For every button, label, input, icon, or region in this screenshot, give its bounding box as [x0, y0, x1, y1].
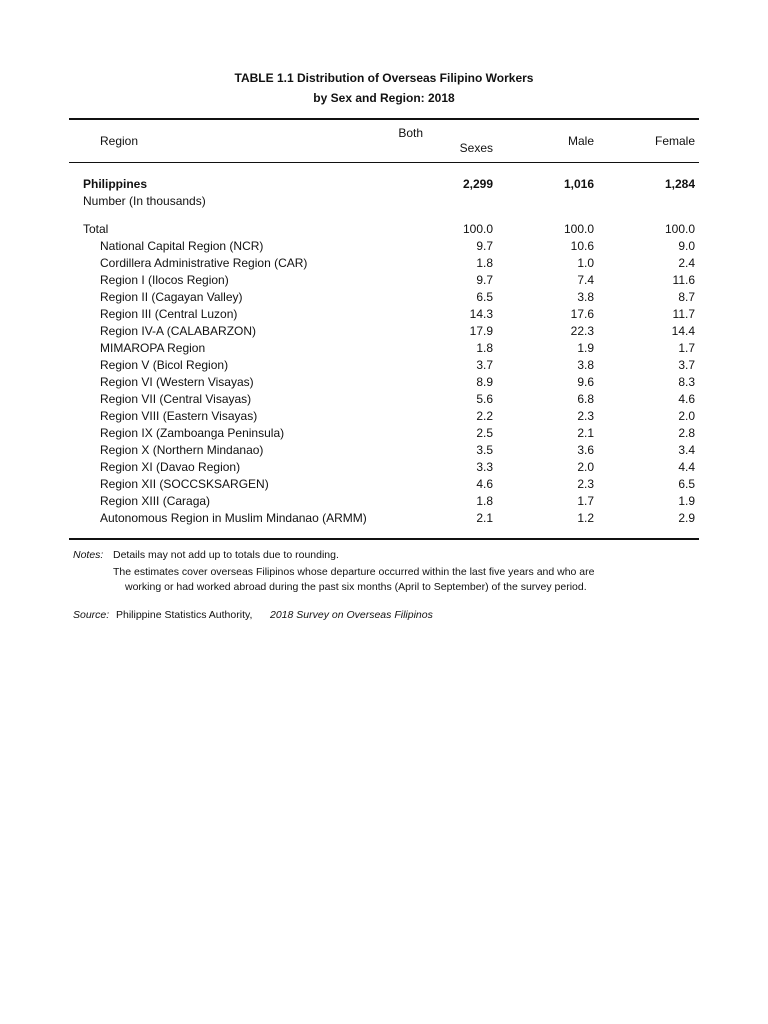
notes-label: Notes:	[73, 549, 104, 561]
table-row-female: 8.3	[678, 375, 695, 389]
table-row-both: 1.8	[476, 256, 493, 270]
table-row-both: 17.9	[469, 324, 493, 338]
table-row-male: 22.3	[570, 324, 594, 338]
table-row-male: 3.8	[577, 358, 594, 372]
table-row-female: 8.7	[678, 290, 695, 304]
table-row-female: 1.9	[678, 494, 695, 508]
table-row-female: 6.5	[678, 477, 695, 491]
table-row-region: Region VIII (Eastern Visayas)	[100, 409, 258, 423]
table-row-male: 9.6	[577, 375, 594, 389]
table-row-male: 1.9	[577, 341, 594, 355]
top-rule	[69, 118, 699, 120]
header-male: Male	[567, 134, 594, 148]
table-row-male: 1.0	[577, 256, 594, 270]
table-row-male: 2.3	[577, 409, 594, 423]
notes-line1: Details may not add up to totals due to rounding.	[113, 549, 339, 561]
table-row-region: MIMAROPA Region	[100, 341, 206, 355]
table-row-male: 10.6	[570, 239, 594, 253]
table-row-female: 2.0	[678, 409, 695, 423]
table-row-region: Region VI (Western Visayas)	[100, 375, 254, 389]
table-row-region: Region VII (Central Visayas)	[100, 392, 252, 406]
table-row-both: 14.3	[469, 307, 493, 321]
table-row-both: 9.7	[476, 239, 493, 253]
philippines-both: 2,299	[462, 177, 493, 191]
table-row-female: 11.7	[672, 307, 695, 321]
table-row-male: 3.6	[577, 443, 594, 457]
table-row-female: 2.9	[678, 511, 695, 525]
table-row-region: Region V (Bicol Region)	[100, 358, 229, 372]
total-label: Total	[83, 222, 109, 236]
table-row-region: Cordillera Administrative Region (CAR)	[100, 256, 308, 270]
total-both: 100.0	[462, 222, 493, 236]
table-row-region: Region III (Central Luzon)	[100, 307, 238, 321]
table-row-region: National Capital Region (NCR)	[100, 239, 264, 253]
table-row-region: Region XI (Davao Region)	[100, 460, 241, 474]
table-row-female: 2.4	[678, 256, 695, 270]
philippines-female: 1,284	[664, 177, 695, 191]
source-survey: 2018 Survey on Overseas Filipinos	[270, 609, 433, 621]
philippines-label: Philippines	[83, 177, 148, 191]
table-row-female: 1.7	[678, 341, 695, 355]
table-title: TABLE 1.1 Distribution of Overseas Filipino Workers	[234, 71, 534, 85]
table-row-female: 14.4	[671, 324, 695, 338]
table-row-male: 1.7	[577, 494, 594, 508]
table-row-female: 4.6	[678, 392, 695, 406]
source-org: Philippine Statistics Authority,	[116, 609, 253, 621]
table-row-male: 7.4	[577, 273, 594, 287]
table-row-female: 9.0	[678, 239, 695, 253]
table-row-region: Region IV-A (CALABARZON)	[100, 324, 257, 338]
header-both-line1: Both	[398, 126, 423, 140]
header-both-line2: Sexes	[459, 141, 493, 155]
table-row-female: 3.4	[678, 443, 695, 457]
table-row-region: Region I (Ilocos Region)	[100, 273, 229, 287]
total-female: 100.0	[664, 222, 695, 236]
table-row-both: 2.5	[476, 426, 493, 440]
header-female: Female	[654, 134, 695, 148]
table-subtitle: by Sex and Region: 2018	[313, 91, 455, 105]
table-row-male: 6.8	[577, 392, 594, 406]
total-male: 100.0	[563, 222, 594, 236]
table-row-female: 11.6	[672, 273, 695, 287]
table-row-male: 3.8	[577, 290, 594, 304]
table-row-both: 3.7	[476, 358, 493, 372]
table-row-both: 2.1	[476, 511, 493, 525]
header-region: Region	[100, 134, 139, 148]
table-row-both: 1.8	[476, 341, 493, 355]
bottom-rule	[69, 538, 699, 540]
table-row-both: 2.2	[476, 409, 493, 423]
table-row-male: 2.1	[577, 426, 594, 440]
table-row-male: 1.2	[577, 511, 594, 525]
header-rule	[69, 162, 699, 163]
notes-line2: The estimates cover overseas Filipinos whose departure occurred within the last five years and who are	[113, 566, 595, 578]
table-row-region: Region XIII (Caraga)	[100, 494, 211, 508]
notes-line3: working or had worked abroad during the past six months (April to September) of the survey period.	[125, 581, 587, 593]
table-row-region: Region II (Cagayan Valley)	[100, 290, 243, 304]
source-label: Source:	[73, 609, 110, 621]
table-row-both: 8.9	[476, 375, 493, 389]
table-row-both: 4.6	[476, 477, 493, 491]
philippines-male: 1,016	[563, 177, 594, 191]
table-row-both: 9.7	[476, 273, 493, 287]
table-row-male: 2.0	[577, 460, 594, 474]
table-row-female: 3.7	[678, 358, 695, 372]
table-row-male: 2.3	[577, 477, 594, 491]
table-row-both: 1.8	[476, 494, 493, 508]
table-row-both: 6.5	[476, 290, 493, 304]
table-row-both: 3.3	[476, 460, 493, 474]
table-row-both: 5.6	[476, 392, 493, 406]
table-row-region: Autonomous Region in Muslim Mindanao (ARMM)	[100, 511, 367, 525]
table-row-region: Region X (Northern Mindanao)	[100, 443, 264, 457]
table-row-female: 2.8	[678, 426, 695, 440]
table-row-both: 3.5	[476, 443, 493, 457]
table-row-male: 17.6	[570, 307, 594, 321]
table-row-female: 4.4	[678, 460, 695, 474]
philippines-sublabel: Number (In thousands)	[83, 194, 206, 208]
table-row-region: Region IX (Zamboanga Peninsula)	[100, 426, 285, 440]
table-row-region: Region XII (SOCCSKSARGEN)	[100, 477, 269, 491]
